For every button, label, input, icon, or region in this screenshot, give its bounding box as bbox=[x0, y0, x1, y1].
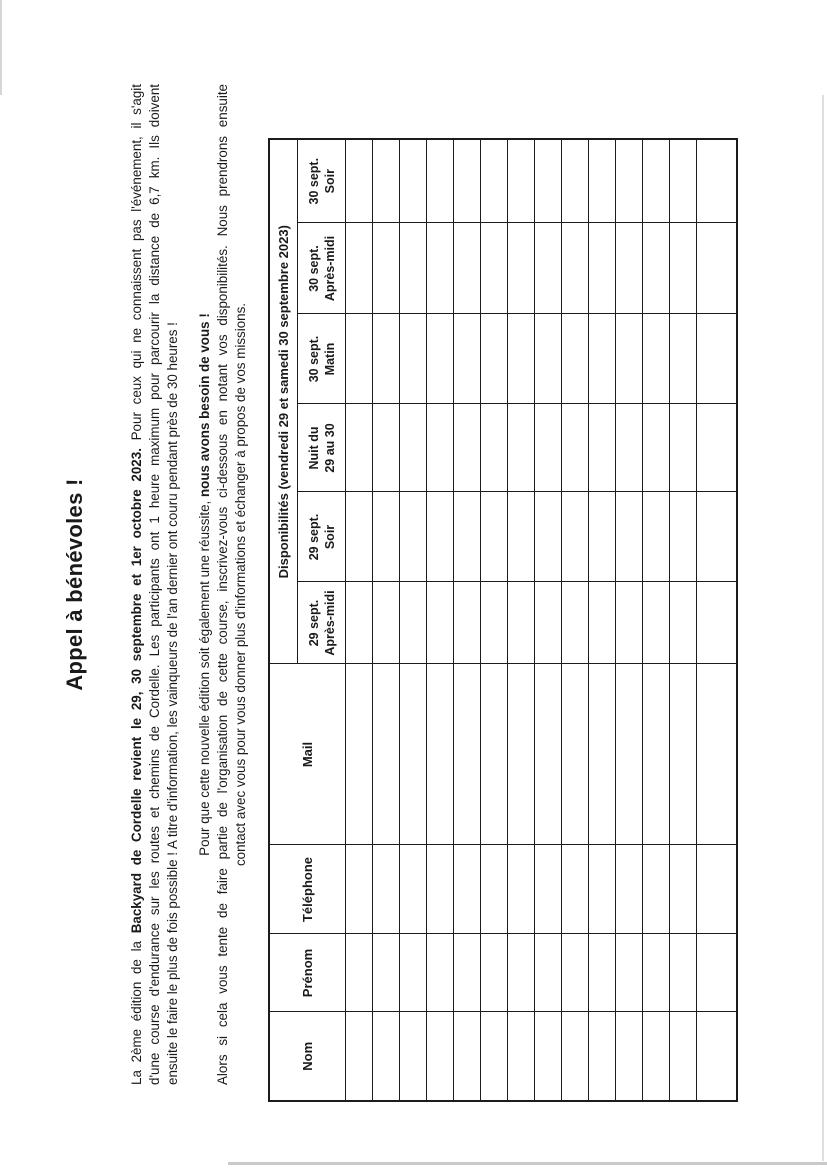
signup-cell bbox=[454, 492, 481, 582]
signup-cell bbox=[535, 664, 562, 845]
volunteer-signup-table bbox=[268, 138, 738, 1102]
signup-cell bbox=[427, 664, 454, 845]
signup-cell bbox=[535, 139, 562, 223]
signup-cell bbox=[400, 223, 427, 314]
signup-cell bbox=[454, 1012, 481, 1101]
signup-row bbox=[589, 139, 616, 1101]
signup-cell bbox=[535, 934, 562, 1012]
signup-cell bbox=[589, 492, 616, 582]
intro-line-4 bbox=[196, 84, 214, 1085]
signup-cell bbox=[427, 1012, 454, 1101]
signup-cell bbox=[508, 582, 535, 664]
signup-cell bbox=[346, 404, 373, 492]
header-30-soir-line1: 30 sept. bbox=[306, 157, 321, 205]
signup-cell bbox=[670, 492, 697, 582]
table-header-row-top bbox=[269, 139, 298, 1101]
signup-cell bbox=[373, 934, 400, 1012]
signup-cell bbox=[670, 845, 697, 934]
signup-cell bbox=[562, 404, 589, 492]
signup-row bbox=[508, 139, 535, 1101]
signup-cell bbox=[589, 582, 616, 664]
signup-cell bbox=[454, 845, 481, 934]
signup-cell bbox=[373, 1012, 400, 1101]
signup-cell bbox=[535, 404, 562, 492]
signup-cell bbox=[697, 223, 738, 314]
signup-cell bbox=[400, 404, 427, 492]
header-30-matin bbox=[298, 314, 346, 404]
signup-cell bbox=[427, 139, 454, 223]
signup-cell bbox=[481, 139, 508, 223]
signup-cell bbox=[481, 223, 508, 314]
signup-cell bbox=[508, 139, 535, 223]
scan-edge-right bbox=[822, 95, 824, 1161]
signup-cell bbox=[643, 314, 670, 404]
signup-cell bbox=[670, 223, 697, 314]
signup-cell bbox=[643, 404, 670, 492]
header-mail: Mail bbox=[269, 664, 346, 845]
signup-cell bbox=[643, 492, 670, 582]
signup-row bbox=[670, 139, 697, 1101]
signup-cell bbox=[562, 664, 589, 845]
intro-line-1-bold: Backyard de Cordelle revient le 29, 30 septembre et 1er octobre 2023. bbox=[129, 448, 144, 934]
signup-cell bbox=[454, 664, 481, 845]
signup-cell bbox=[616, 139, 643, 223]
signup-cell bbox=[346, 934, 373, 1012]
signup-cell bbox=[427, 582, 454, 664]
intro-line-3-text: ensuite le faire le plus de fois possible ! A titre d'information, les vainqueurs de l'an dernier ont couru pendant près de 30 heures ! bbox=[165, 322, 180, 1085]
signup-cell bbox=[427, 845, 454, 934]
page-title: Appel à bénévoles ! bbox=[62, 478, 87, 691]
header-29-soir-line1: 29 sept. bbox=[306, 513, 321, 561]
signup-cell bbox=[670, 582, 697, 664]
signup-cell bbox=[481, 492, 508, 582]
intro-line-3 bbox=[164, 84, 182, 1085]
signup-cell bbox=[643, 664, 670, 845]
scan-edge-left bbox=[0, 0, 2, 95]
signup-cell bbox=[670, 404, 697, 492]
header-nuit-29-30 bbox=[298, 404, 346, 492]
intro-line-2-text: d'une course d'endurance sur les routes et chemins de Cordelle. Les participants ont 1 heure maximum pour parcourir la distance de 6,7 km. Ils doivent bbox=[147, 84, 162, 1085]
signup-cell bbox=[373, 492, 400, 582]
signup-cell bbox=[400, 139, 427, 223]
signup-cell bbox=[400, 492, 427, 582]
signup-cell bbox=[346, 492, 373, 582]
signup-cell bbox=[589, 314, 616, 404]
signup-cell bbox=[508, 845, 535, 934]
signup-cell bbox=[643, 1012, 670, 1101]
signup-cell bbox=[670, 139, 697, 223]
signup-cell bbox=[400, 845, 427, 934]
header-nuit-29-30-line1: Nuit du bbox=[306, 426, 321, 470]
signup-cell bbox=[616, 664, 643, 845]
header-29-apres-midi-line2: Après-midi bbox=[322, 590, 337, 656]
signup-cell bbox=[562, 314, 589, 404]
signup-cell bbox=[373, 845, 400, 934]
signup-cell bbox=[481, 582, 508, 664]
signup-cell bbox=[616, 314, 643, 404]
intro-line-5 bbox=[214, 84, 232, 1085]
signup-cell bbox=[481, 404, 508, 492]
header-nom: Nom bbox=[269, 1012, 346, 1101]
signup-cell bbox=[373, 223, 400, 314]
header-30-soir-line2: Soir bbox=[322, 169, 337, 194]
signup-cell bbox=[643, 139, 670, 223]
intro-line-1-post: Pour ceux qui ne connaissent pas l'événement, il s'agit bbox=[129, 84, 144, 449]
signup-cell bbox=[643, 934, 670, 1012]
signup-cell bbox=[643, 223, 670, 314]
signup-cell bbox=[400, 934, 427, 1012]
signup-cell bbox=[589, 404, 616, 492]
signup-cell bbox=[427, 404, 454, 492]
signup-cell bbox=[481, 845, 508, 934]
signup-cell bbox=[670, 664, 697, 845]
intro-line-5-text: Alors si cela vous tente de faire partie de l'organisation de cette course, inscrivez-vous ci-dessous en notant vos disponibilités. Nous prendrons ensuite bbox=[215, 84, 230, 1085]
header-prenom: Prénom bbox=[269, 934, 346, 1012]
signup-cell bbox=[616, 492, 643, 582]
signup-cell bbox=[454, 139, 481, 223]
intro-line-6 bbox=[232, 84, 250, 1085]
signup-cell bbox=[697, 404, 738, 492]
header-29-soir bbox=[298, 492, 346, 582]
header-30-matin-line1: 30 sept. bbox=[306, 335, 321, 383]
intro-line-1-pre: La 2ème édition de la bbox=[129, 933, 144, 1085]
signup-cell bbox=[508, 492, 535, 582]
header-disponibilites: Disponibilités (vendredi 29 et samedi 30 septembre 2023) bbox=[269, 139, 298, 664]
signup-cell bbox=[427, 492, 454, 582]
signup-cell bbox=[616, 404, 643, 492]
header-30-apres-midi bbox=[298, 223, 346, 314]
signup-cell bbox=[697, 845, 738, 934]
signup-cell bbox=[535, 582, 562, 664]
signup-cell bbox=[562, 845, 589, 934]
signup-cell bbox=[616, 1012, 643, 1101]
signup-cell bbox=[508, 664, 535, 845]
signup-cell bbox=[346, 582, 373, 664]
signup-cell bbox=[616, 934, 643, 1012]
signup-cell bbox=[670, 1012, 697, 1101]
signup-cell bbox=[508, 934, 535, 1012]
signup-cell bbox=[373, 582, 400, 664]
intro-line-4-pre: Pour que cette nouvelle édition soit également une réussite, bbox=[197, 497, 212, 856]
signup-cell bbox=[562, 223, 589, 314]
signup-row bbox=[454, 139, 481, 1101]
signup-cell bbox=[454, 934, 481, 1012]
signup-cell bbox=[454, 404, 481, 492]
header-nuit-29-30-line2: 29 au 30 bbox=[322, 423, 337, 473]
signup-cell bbox=[400, 664, 427, 845]
signup-cell bbox=[589, 1012, 616, 1101]
signup-row bbox=[346, 139, 373, 1101]
signup-cell bbox=[562, 582, 589, 664]
signup-row bbox=[481, 139, 508, 1101]
signup-cell bbox=[589, 139, 616, 223]
signup-cell bbox=[481, 1012, 508, 1101]
signup-cell bbox=[697, 934, 738, 1012]
signup-cell bbox=[535, 1012, 562, 1101]
signup-cell bbox=[373, 664, 400, 845]
signup-cell bbox=[616, 582, 643, 664]
signup-cell bbox=[346, 223, 373, 314]
signup-cell bbox=[697, 582, 738, 664]
signup-row bbox=[400, 139, 427, 1101]
signup-cell bbox=[508, 404, 535, 492]
signup-cell bbox=[562, 1012, 589, 1101]
signup-cell bbox=[670, 934, 697, 1012]
signup-cell bbox=[454, 223, 481, 314]
header-30-matin-line2: Matin bbox=[322, 342, 337, 376]
signup-cell bbox=[346, 1012, 373, 1101]
header-30-apres-midi-line2: Après-midi bbox=[322, 235, 337, 302]
signup-cell bbox=[562, 139, 589, 223]
signup-row bbox=[643, 139, 670, 1101]
signup-cell bbox=[400, 1012, 427, 1101]
signup-cell bbox=[589, 223, 616, 314]
signup-cell bbox=[454, 314, 481, 404]
signup-row bbox=[535, 139, 562, 1101]
signup-row bbox=[562, 139, 589, 1101]
signup-cell bbox=[400, 582, 427, 664]
signup-cell bbox=[616, 845, 643, 934]
signup-cell bbox=[373, 404, 400, 492]
signup-cell bbox=[697, 1012, 738, 1101]
header-30-apres-midi-line1: 30 sept. bbox=[306, 245, 321, 292]
signup-cell bbox=[346, 314, 373, 404]
signup-row bbox=[373, 139, 400, 1101]
signup-cell bbox=[697, 314, 738, 404]
signup-row bbox=[616, 139, 643, 1101]
signup-cell bbox=[508, 223, 535, 314]
signup-cell bbox=[427, 314, 454, 404]
signup-cell bbox=[616, 223, 643, 314]
signup-cell bbox=[346, 845, 373, 934]
signup-cell bbox=[697, 139, 738, 223]
signup-cell bbox=[481, 934, 508, 1012]
signup-cell bbox=[481, 664, 508, 845]
signup-cell bbox=[535, 314, 562, 404]
intro-line-2 bbox=[146, 84, 164, 1085]
header-29-apres-midi-line1: 29 sept. bbox=[306, 599, 321, 647]
signup-row bbox=[697, 139, 738, 1101]
signup-cell bbox=[562, 492, 589, 582]
intro-paragraphs bbox=[128, 84, 250, 1085]
signup-cell bbox=[535, 223, 562, 314]
signup-cell bbox=[697, 492, 738, 582]
intro-line-6-text: contact avec vous pour vous donner plus d'informations et échanger à propos de vos missions. bbox=[233, 302, 248, 867]
signup-row bbox=[427, 139, 454, 1101]
signup-cell bbox=[427, 934, 454, 1012]
signup-cell bbox=[400, 314, 427, 404]
signup-table-body bbox=[346, 139, 738, 1101]
signup-cell bbox=[670, 314, 697, 404]
signup-cell bbox=[697, 664, 738, 845]
signup-cell bbox=[589, 845, 616, 934]
signup-cell bbox=[589, 934, 616, 1012]
intro-line-4-bold: nous avons besoin de vous ! bbox=[197, 313, 212, 497]
signup-cell bbox=[643, 582, 670, 664]
header-29-apres-midi bbox=[298, 582, 346, 664]
signup-cell bbox=[589, 664, 616, 845]
scan-edge-bottom bbox=[228, 1162, 827, 1165]
signup-cell bbox=[535, 845, 562, 934]
signup-cell bbox=[346, 139, 373, 223]
intro-line-1 bbox=[128, 84, 146, 1085]
header-29-soir-line2: Soir bbox=[322, 524, 337, 550]
signup-cell bbox=[373, 139, 400, 223]
signup-cell bbox=[454, 582, 481, 664]
signup-cell bbox=[508, 314, 535, 404]
signup-cell bbox=[643, 845, 670, 934]
header-telephone: Téléphone bbox=[269, 845, 346, 934]
signup-cell bbox=[481, 314, 508, 404]
signup-cell bbox=[562, 934, 589, 1012]
signup-cell bbox=[427, 223, 454, 314]
signup-cell bbox=[346, 664, 373, 845]
header-30-soir bbox=[298, 139, 346, 223]
signup-cell bbox=[535, 492, 562, 582]
signup-cell bbox=[373, 314, 400, 404]
signup-cell bbox=[508, 1012, 535, 1101]
